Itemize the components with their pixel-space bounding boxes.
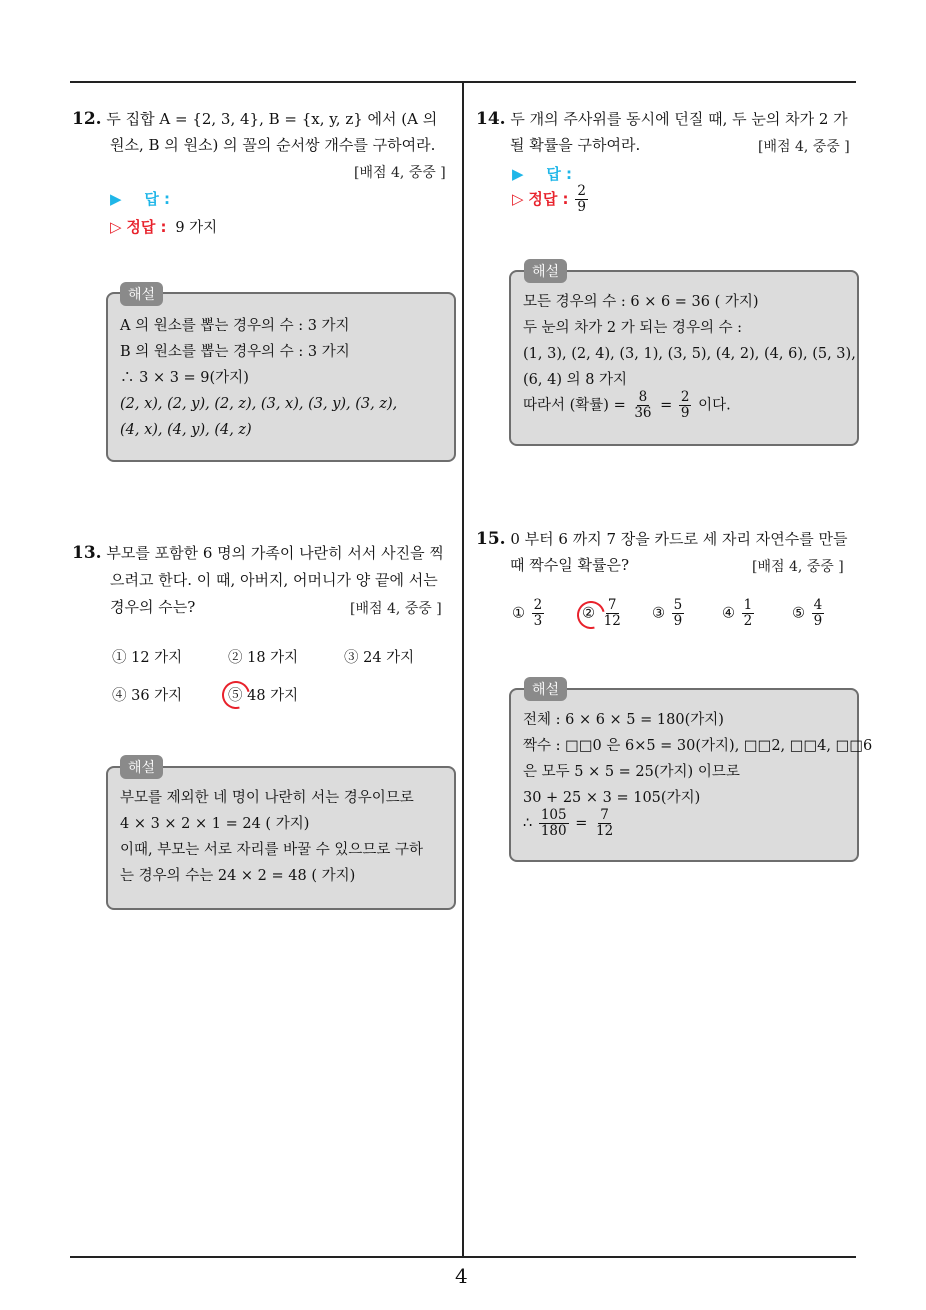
score-label: [배점 4, 중중 ] bbox=[350, 601, 442, 617]
fraction: $\frac{4}{9}$ bbox=[813, 597, 823, 629]
correct-answer-label: 정답 : bbox=[126, 218, 167, 236]
score-label: [배점 4, 중중 ] bbox=[354, 165, 446, 181]
question-number: 12. bbox=[72, 109, 102, 129]
explanation-box bbox=[509, 270, 859, 446]
question-text-line: 두 개의 주사위를 동시에 던질 때, 두 눈의 차가 2 가 bbox=[510, 110, 848, 128]
fraction: $\frac{7}{12}$ bbox=[603, 597, 621, 629]
correct-answer-value: 9 가지 bbox=[175, 220, 218, 236]
explanation-line: 따라서 (확률) = $\frac{8}{36}$ = $\frac{2}{9}$ 이다. bbox=[523, 389, 731, 421]
explanation-box bbox=[106, 766, 456, 910]
explanation-line: 부모를 제외한 네 명이 나란히 서는 경우이므로 bbox=[120, 790, 414, 806]
question-text-line: 될 확률을 구하여라. bbox=[510, 136, 641, 154]
fraction: $\frac{5}{9}$ bbox=[673, 597, 683, 629]
explanation-line: 4 × 3 × 2 × 1 = 24 ( 가지) bbox=[120, 816, 310, 832]
question-text-line: 원소, B 의 원소) 의 꼴의 순서쌍 개수를 구하여라. bbox=[110, 136, 436, 154]
explanation-tab: 해설 bbox=[120, 282, 163, 306]
answer-label: 답 : bbox=[546, 165, 573, 183]
fraction: $\frac{2}{3}$ bbox=[533, 597, 543, 629]
explanation-line: 는 경우의 수는 24 × 2 = 48 ( 가지) bbox=[120, 868, 356, 884]
explanation-line: (2, x), (2, y), (2, z), (3, x), (3, y), (3, z), bbox=[120, 396, 398, 412]
choice-3[interactable]: ③ 24 가지 bbox=[344, 650, 415, 666]
explanation-tab: 해설 bbox=[120, 755, 163, 779]
outline-arrow-icon: ▷ bbox=[110, 218, 122, 236]
fraction: $\frac{8}{36}$ bbox=[634, 389, 652, 421]
column-divider bbox=[462, 83, 464, 1257]
explanation-line: 은 모두 5 × 5 = 25(가지) 이므로 bbox=[523, 764, 740, 780]
explanation-line: 두 눈의 차가 2 가 되는 경우의 수 : bbox=[523, 320, 743, 336]
correct-answer-fraction: $\frac{2}{9}$ bbox=[577, 183, 586, 215]
answer-label: 답 : bbox=[144, 190, 171, 208]
question-text-line: 0 부터 6 까지 7 장을 카드로 세 자리 자연수를 만들 bbox=[510, 530, 848, 548]
fraction: $\frac{2}{9}$ bbox=[680, 389, 690, 421]
question-text-line: 경우의 수는? bbox=[110, 598, 196, 616]
choice-5[interactable]: ⑤ 48 가지 bbox=[228, 688, 299, 704]
choice-2[interactable]: ② 18 가지 bbox=[228, 650, 299, 666]
fraction: $\frac{7}{12}$ bbox=[596, 807, 614, 839]
explanation-line: A 의 원소를 뽑는 경우의 수 : 3 가지 bbox=[120, 318, 350, 334]
choice-4[interactable]: ④ 36 가지 bbox=[112, 688, 183, 704]
explanation-box bbox=[509, 688, 873, 862]
explanation-box bbox=[106, 292, 456, 462]
score-label: [배점 4, 중중 ] bbox=[752, 559, 844, 575]
correct-answer-label: 정답 : bbox=[528, 190, 569, 208]
filled-arrow-icon: ▶ bbox=[110, 190, 122, 208]
answer-circle-mark bbox=[217, 676, 255, 714]
choice-1[interactable]: ① $\frac{2}{3}$ bbox=[512, 597, 543, 629]
fraction: $\frac{105}{180}$ bbox=[540, 807, 567, 839]
choice-4[interactable]: ④ $\frac{1}{2}$ bbox=[722, 597, 753, 629]
explanation-line: B 의 원소를 뽑는 경우의 수 : 3 가지 bbox=[120, 344, 350, 360]
explanation-line: 모든 경우의 수 : 6 × 6 = 36 ( 가지) bbox=[523, 294, 759, 310]
explanation-line: (6, 4) 의 8 가지 bbox=[523, 372, 628, 388]
score-label: [배점 4, 중중 ] bbox=[758, 139, 850, 155]
question-text-line: 두 집합 A = {2, 3, 4}, B = {x, y, z} 에서 (A 의 bbox=[106, 110, 438, 128]
choice-3[interactable]: ③ $\frac{5}{9}$ bbox=[652, 597, 683, 629]
explanation-line: (4, x), (4, y), (4, z) bbox=[120, 422, 252, 438]
filled-arrow-icon: ▶ bbox=[512, 165, 524, 183]
explanation-line: 이때, 부모는 서로 자리를 바꿀 수 있으므로 구하 bbox=[120, 842, 424, 858]
choice-1[interactable]: ① 12 가지 bbox=[112, 650, 183, 666]
explanation-tab: 해설 bbox=[524, 259, 567, 283]
question-number: 14. bbox=[476, 109, 506, 129]
explanation-line: ∴ $\frac{105}{180}$ = $\frac{7}{12}$ bbox=[523, 807, 614, 839]
explanation-line: ∴ 3 × 3 = 9(가지) bbox=[120, 370, 249, 386]
explanation-line: 30 + 25 × 3 = 105(가지) bbox=[523, 790, 701, 806]
question-text-line: 부모를 포함한 6 명의 가족이 나란히 서서 사진을 찍 bbox=[106, 544, 444, 562]
choice-5[interactable]: ⑤ $\frac{4}{9}$ bbox=[792, 597, 823, 629]
outline-arrow-icon: ▷ bbox=[512, 190, 524, 208]
choice-2[interactable]: ② $\frac{7}{12}$ bbox=[582, 597, 621, 629]
question-number: 13. bbox=[72, 543, 102, 563]
page-number: 4 bbox=[455, 1264, 468, 1288]
question-text-line: 으려고 한다. 이 때, 아버지, 어머니가 양 끝에 서는 bbox=[110, 571, 438, 589]
question-text-line: 때 짝수일 확률은? bbox=[510, 556, 630, 574]
question-number: 15. bbox=[476, 529, 506, 549]
explanation-line: (1, 3), (2, 4), (3, 1), (3, 5), (4, 2), (4, 6), (5, 3), bbox=[523, 346, 856, 362]
fraction: $\frac{1}{2}$ bbox=[743, 597, 753, 629]
bottom-rule bbox=[70, 1256, 856, 1258]
explanation-tab: 해설 bbox=[524, 677, 567, 701]
explanation-line: 전체 : 6 × 6 × 5 = 180(가지) bbox=[523, 712, 724, 728]
explanation-line: 짝수 : □□0 은 6×5 = 30(가지), □□2, □□4, □□6 bbox=[523, 738, 873, 754]
